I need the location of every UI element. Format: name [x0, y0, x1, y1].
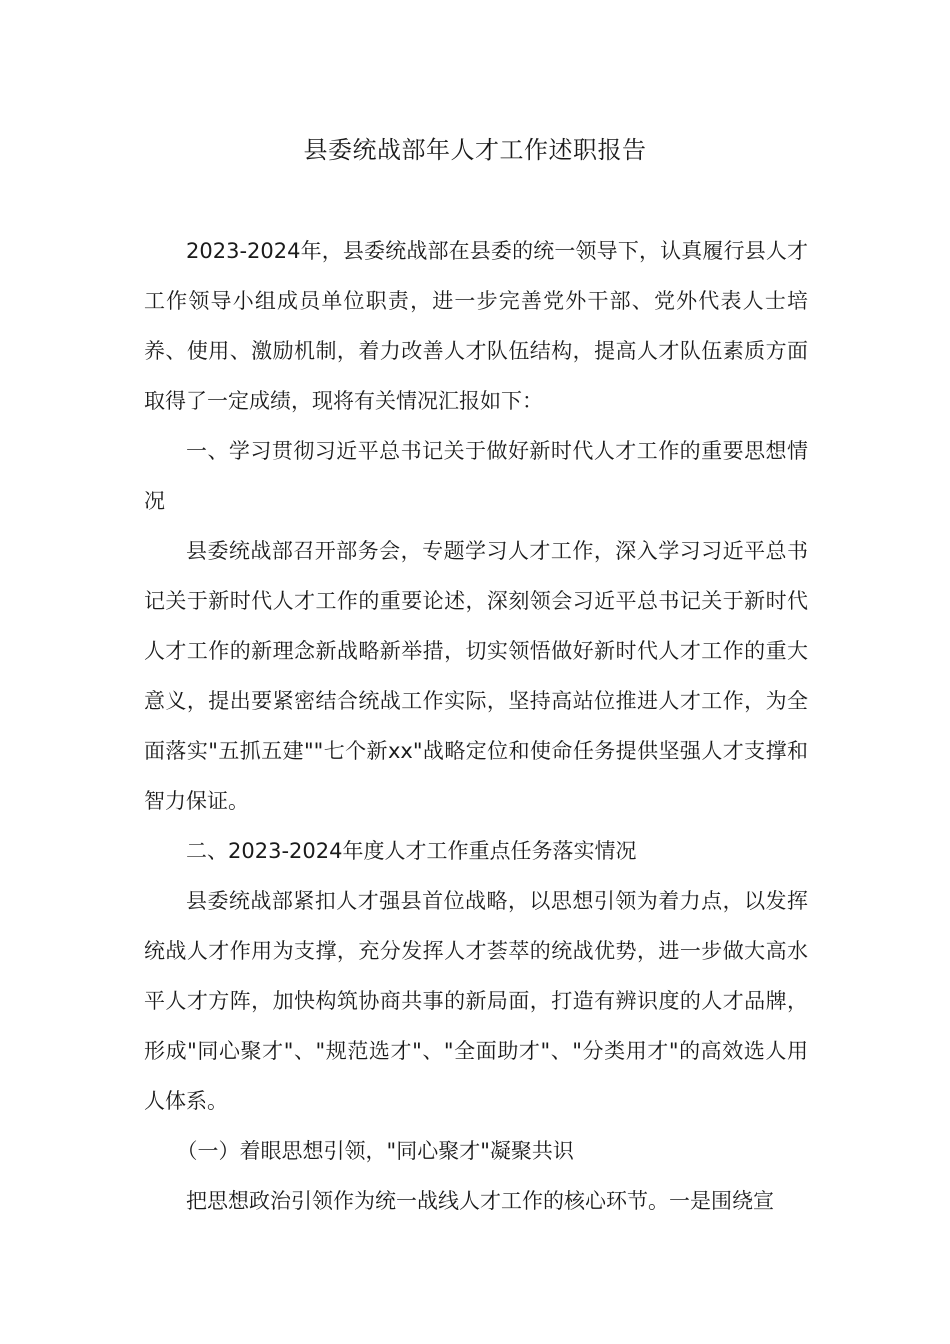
section-heading-1: 一、学习贯彻习近平总书记关于做好新时代人才工作的重要思想情况	[144, 439, 808, 513]
document-body	[144, 226, 808, 1226]
section-heading-2: 二、2023-2024年度人才工作重点任务落实情况	[186, 839, 637, 863]
paragraph-subsection-1: 把思想政治引领作为统一战线人才工作的核心环节。一是围绕宣	[186, 1189, 774, 1213]
paragraph-section-1: 县委统战部召开部务会，专题学习人才工作，深入学习习近平总书记关于新时代人才工作的重要论述，深刻领会习近平总书记关于新时代人才工作的新理念新战略新举措，切实领悟做好新时代人才工作的重大意义，提出要紧密结合统战工作实际，坚持高站位推进人才工作，为全面落实"五抓五建""七个新xx"战略定位和使命任务提供坚强人才支撑和智力保证。	[144, 539, 808, 813]
document-title: 县委统战部年人才工作述职报告	[303, 136, 647, 164]
paragraph-intro: 2023-2024年，县委统战部在县委的统一领导下，认真履行县人才工作领导小组成员单位职责，进一步完善党外干部、党外代表人士培养、使用、激励机制，着力改善人才队伍结构，提高人才队伍素质方面取得了一定成绩，现将有关情况汇报如下：	[144, 239, 808, 413]
paragraph-section-2: 县委统战部紧扣人才强县首位战略，以思想引领为着力点，以发挥统战人才作用为支撑，充分发挥人才荟萃的统战优势，进一步做大高水平人才方阵，加快构筑协商共事的新局面，打造有辨识度的人才品牌，形成"同心聚才"、"规范选才"、"全面助才"、"分类用才"的高效选人用人体系。	[144, 889, 808, 1113]
subsection-heading-1: （一）着眼思想引领，"同心聚才"凝聚共识	[176, 1139, 574, 1163]
